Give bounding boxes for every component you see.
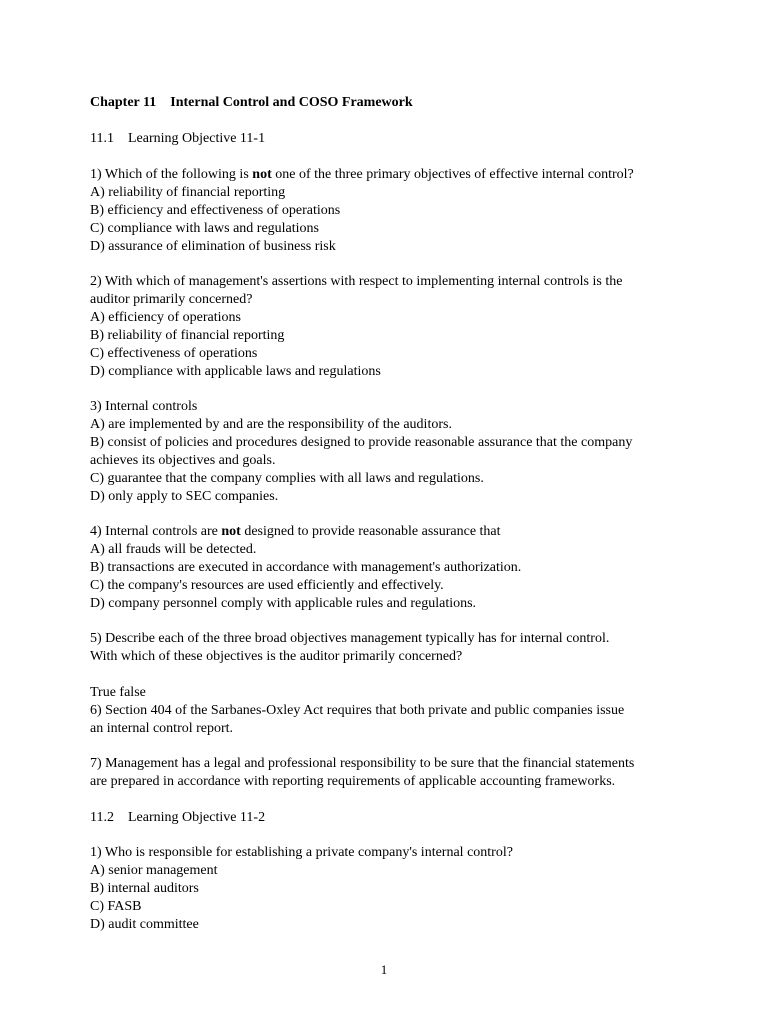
emphasis-text: not [221, 524, 241, 539]
question-text: 4) Internal controls are [90, 524, 222, 539]
answer-option: C) FASB [90, 899, 142, 914]
question-text: one of the three primary objectives of effective internal control? [271, 167, 634, 182]
section-title: Learning Objective 11-2 [127, 810, 266, 825]
answer-option: A) reliability of financial reporting [90, 185, 286, 200]
answer-option: D) compliance with applicable laws and regulations [90, 364, 381, 379]
answer-option: D) only apply to SEC companies. [90, 489, 279, 504]
question-stem: an internal control report. [90, 721, 234, 736]
chapter-number: Chapter 11 [90, 95, 157, 110]
answer-option: B) efficiency and effectiveness of operations [90, 203, 341, 218]
section-heading [90, 130, 265, 148]
question-stem [90, 523, 501, 541]
answer-option: D) assurance of elimination of business risk [90, 239, 336, 254]
answer-option: C) compliance with laws and regulations [90, 221, 319, 236]
answer-option: D) company personnel comply with applicable rules and regulations. [90, 596, 477, 611]
question-stem: 3) Internal controls [90, 399, 198, 414]
question-stem: 5) Describe each of the three broad objectives management typically has for internal control. [90, 631, 610, 646]
question-text: designed to provide reasonable assurance that [240, 524, 501, 539]
answer-option: B) transactions are executed in accordance with management's authorization. [90, 560, 522, 575]
answer-option: B) reliability of financial reporting [90, 328, 285, 343]
question-stem: 7) Management has a legal and professional responsibility to be sure that the financial statements [90, 756, 635, 771]
section-title: Learning Objective 11-1 [127, 131, 266, 146]
question-stem [90, 166, 634, 184]
chapter-heading [90, 94, 413, 112]
answer-option: A) all frauds will be detected. [90, 542, 257, 557]
answer-option: C) the company's resources are used efficiently and effectively. [90, 578, 444, 593]
answer-option: A) senior management [90, 863, 218, 878]
section-number: 11.1 [90, 131, 114, 146]
chapter-title: Internal Control and COSO Framework [170, 95, 413, 110]
answer-option: C) effectiveness of operations [90, 346, 258, 361]
answer-option: D) audit committee [90, 917, 199, 932]
question-stem: 6) Section 404 of the Sarbanes-Oxley Act requires that both private and public companies issue [90, 703, 625, 718]
true-false-heading: True false [90, 685, 146, 700]
answer-option: C) guarantee that the company complies with all laws and regulations. [90, 471, 484, 486]
section-heading [90, 809, 265, 827]
answer-option: B) internal auditors [90, 881, 199, 896]
question-stem: 1) Who is responsible for establishing a private company's internal control? [90, 845, 513, 860]
question-stem: 2) With which of management's assertions with respect to implementing internal controls is the [90, 274, 623, 289]
page-number: 1 [380, 962, 388, 977]
emphasis-text: not [252, 167, 272, 182]
question-stem: auditor primarily concerned? [90, 292, 253, 307]
question-stem: With which of these objectives is the auditor primarily concerned? [90, 649, 463, 664]
answer-option: A) are implemented by and are the responsibility of the auditors. [90, 417, 452, 432]
answer-option: B) consist of policies and procedures designed to provide reasonable assurance that the company [90, 435, 633, 450]
answer-option: A) efficiency of operations [90, 310, 241, 325]
section-number: 11.2 [90, 810, 114, 825]
question-stem: are prepared in accordance with reporting requirements of applicable accounting frameworks. [90, 774, 616, 789]
answer-option: achieves its objectives and goals. [90, 453, 276, 468]
question-text: 1) Which of the following is [90, 167, 253, 182]
